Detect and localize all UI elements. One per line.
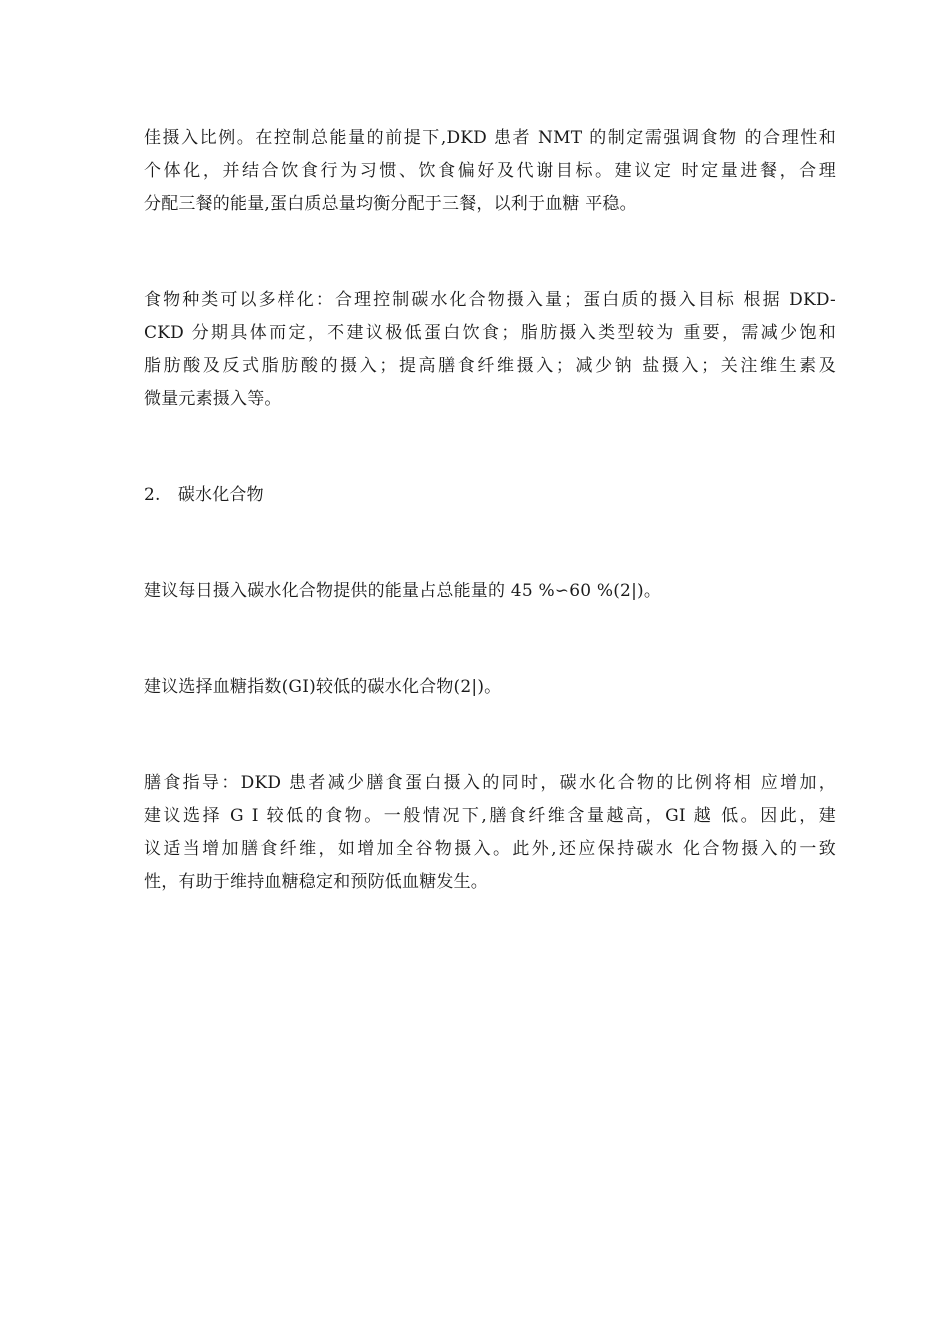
paragraph-spacer <box>144 512 836 575</box>
text-line: 建议选择 G I 较低的食物。一般情况下,膳食纤维含量越高，GI 越 低。因此，建 <box>144 806 836 826</box>
section-heading: 2. 碳水化合物 <box>144 485 264 505</box>
text-line: 个体化，并结合饮食行为习惯、饮食偏好及代谢目标。建议定 时定量进餐，合理 <box>144 161 836 181</box>
text-line: 脂肪酸及反式脂肪酸的摄入；提高膳食纤维摄入；减少钠 盐摄入；关注维生素及 <box>144 356 836 376</box>
text-line: CKD 分期具体而定，不建议极低蛋白饮食；脂肪摄入类型较为 重要，需减少饱和 <box>144 323 836 343</box>
paragraph-spacer <box>144 416 836 479</box>
document-page <box>144 122 836 899</box>
text-line: 膳食指导：DKD 患者减少膳食蛋白摄入的同时，碳水化合物的比例将相 应增加， <box>144 773 836 793</box>
paragraph-spacer <box>144 704 836 767</box>
paragraph-dietary-guidance <box>144 767 836 899</box>
paragraph-energy-allocation <box>144 122 836 221</box>
text-line: 建议每日摄入碳水化合物提供的能量占总能量的 45 %∽60 %(2|)。 <box>144 581 662 601</box>
text-line: 食物种类可以多样化：合理控制碳水化合物摄入量；蛋白质的摄入目标 根据 DKD- <box>144 290 836 310</box>
text-line: 微量元素摄入等。 <box>144 389 282 409</box>
paragraph-carb-energy-ratio <box>144 575 836 608</box>
text-line: 建议选择血糖指数(GI)较低的碳水化合物(2|)。 <box>144 677 502 697</box>
paragraph-spacer <box>144 608 836 671</box>
text-line: 性，有助于维持血糖稳定和预防低血糖发生。 <box>144 872 488 892</box>
paragraph-spacer <box>144 221 836 284</box>
text-line: 佳摄入比例。在控制总能量的前提下,DKD 患者 NMT 的制定需强调食物 的合理性和 <box>144 128 836 148</box>
text-line: 议适当增加膳食纤维，如增加全谷物摄入。此外,还应保持碳水 化合物摄入的一致 <box>144 839 836 859</box>
paragraph-low-gi <box>144 671 836 704</box>
text-line: 分配三餐的能量,蛋白质总量均衡分配于三餐，以利于血糖 平稳。 <box>144 194 637 214</box>
paragraph-food-variety <box>144 284 836 416</box>
section-heading-carbohydrates <box>144 479 836 512</box>
